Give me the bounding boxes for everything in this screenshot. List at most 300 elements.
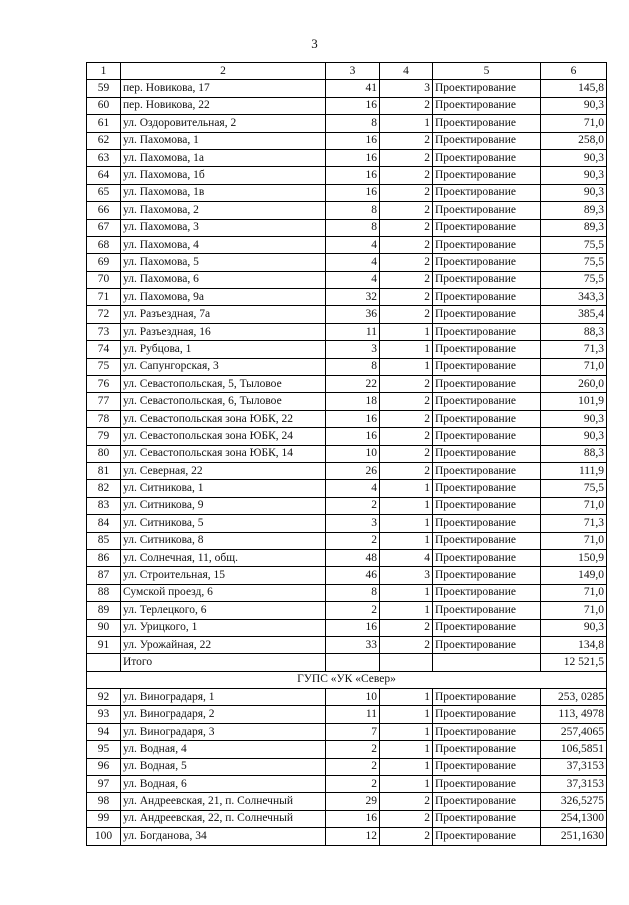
table-row <box>87 393 607 410</box>
table-cell: 63 <box>87 149 121 166</box>
table-cell: 22 <box>326 376 380 393</box>
table-cell: Проектирование <box>433 341 541 358</box>
table-cell: Проектирование <box>433 515 541 532</box>
table-row <box>87 776 607 793</box>
table-cell: 2 <box>326 602 380 619</box>
table-cell: 1 <box>380 689 433 706</box>
table-cell: 71,3 <box>541 341 607 358</box>
table-row <box>87 619 607 636</box>
table-cell: 62 <box>87 132 121 149</box>
table-cell: ул. Ситникова, 9 <box>121 497 326 514</box>
table-row <box>87 549 607 566</box>
table-cell: Проектирование <box>433 306 541 323</box>
table-cell: 326,5275 <box>541 793 607 810</box>
table-cell: ул. Водная, 6 <box>121 776 326 793</box>
table-cell: Проектирование <box>433 149 541 166</box>
table-cell: 66 <box>87 202 121 219</box>
table-cell: 2 <box>326 497 380 514</box>
table-cell: 2 <box>326 776 380 793</box>
table-cell: 41 <box>326 80 380 97</box>
table-cell: 2 <box>380 306 433 323</box>
table-cell: 90,3 <box>541 149 607 166</box>
table-cell: Проектирование <box>433 219 541 236</box>
table-cell: 90,3 <box>541 184 607 201</box>
table-row <box>87 741 607 758</box>
table-cell: ул. Оздоровительная, 2 <box>121 115 326 132</box>
table-cell: ул. Строительная, 15 <box>121 567 326 584</box>
table-cell: 2 <box>380 619 433 636</box>
table-cell: 68 <box>87 236 121 253</box>
table-cell: 90,3 <box>541 619 607 636</box>
table-cell: ул. Разъездная, 16 <box>121 323 326 340</box>
table-cell: 32 <box>326 289 380 306</box>
table-cell: Проектирование <box>433 584 541 601</box>
table-row <box>87 202 607 219</box>
table-cell: 84 <box>87 515 121 532</box>
table-cell: Проектирование <box>433 549 541 566</box>
table-cell: 71,0 <box>541 115 607 132</box>
table-cell: 2 <box>326 758 380 775</box>
table-cell: пер. Новикова, 22 <box>121 97 326 114</box>
table-cell: ул. Пахомова, 4 <box>121 236 326 253</box>
table-cell: Проектирование <box>433 810 541 827</box>
table-cell: 12 <box>326 828 380 845</box>
table-cell: 260,0 <box>541 376 607 393</box>
table-cell: 70 <box>87 271 121 288</box>
table-cell: ул. Урожайная, 22 <box>121 636 326 653</box>
table-cell: 254,1300 <box>541 810 607 827</box>
table-cell: 4 <box>380 63 433 80</box>
table-row <box>87 445 607 462</box>
table-cell: 2 <box>380 810 433 827</box>
table-row <box>87 306 607 323</box>
table-cell: ул. Виноградаря, 1 <box>121 689 326 706</box>
table-cell: 99 <box>87 810 121 827</box>
table-cell: 253, 0285 <box>541 689 607 706</box>
table-cell: ул. Севастопольская зона ЮБК, 24 <box>121 428 326 445</box>
table-cell: 2 <box>326 532 380 549</box>
table-cell: Проектирование <box>433 723 541 740</box>
table-cell: Проектирование <box>433 254 541 271</box>
table-cell: 101,9 <box>541 393 607 410</box>
table-cell: 75 <box>87 358 121 375</box>
table-cell: Проектирование <box>433 271 541 288</box>
table-cell: Проектирование <box>433 497 541 514</box>
table-cell: 89,3 <box>541 219 607 236</box>
table-cell: 71 <box>87 289 121 306</box>
total-label: Итого <box>121 654 326 671</box>
table-cell: 8 <box>326 115 380 132</box>
table-cell <box>433 654 541 671</box>
table-cell: 1 <box>380 706 433 723</box>
table-cell: Проектирование <box>433 167 541 184</box>
table-row <box>87 289 607 306</box>
table-cell: Проектирование <box>433 445 541 462</box>
table-cell: 3 <box>326 515 380 532</box>
table-cell: 106,5851 <box>541 741 607 758</box>
table-cell: 92 <box>87 689 121 706</box>
table-cell: 2 <box>380 97 433 114</box>
table-cell: ул. Пахомова, 1 <box>121 132 326 149</box>
table-row <box>87 793 607 810</box>
table-cell: 111,9 <box>541 462 607 479</box>
table-cell: 86 <box>87 549 121 566</box>
table-cell: 26 <box>326 462 380 479</box>
table-cell: 11 <box>326 323 380 340</box>
table-cell: 4 <box>326 480 380 497</box>
table-cell: 145,8 <box>541 80 607 97</box>
total-row <box>87 654 607 671</box>
table-cell: 1 <box>380 115 433 132</box>
table-row <box>87 497 607 514</box>
table-cell: Проектирование <box>433 358 541 375</box>
table-cell: 4 <box>326 254 380 271</box>
table-cell: 8 <box>326 219 380 236</box>
table-cell: 46 <box>326 567 380 584</box>
table-cell: 100 <box>87 828 121 845</box>
table-cell: 2 <box>380 254 433 271</box>
table-cell: 78 <box>87 410 121 427</box>
table-cell: 2 <box>380 410 433 427</box>
table-cell: Проектирование <box>433 480 541 497</box>
table-row <box>87 462 607 479</box>
table-cell: 88 <box>87 584 121 601</box>
table-cell: Проектирование <box>433 567 541 584</box>
table-cell: ул. Ситникова, 1 <box>121 480 326 497</box>
table-cell: 2 <box>380 445 433 462</box>
table-cell: 8 <box>326 202 380 219</box>
table-cell: Проектирование <box>433 376 541 393</box>
table-cell: 72 <box>87 306 121 323</box>
table-cell: 33 <box>326 636 380 653</box>
table-cell: 87 <box>87 567 121 584</box>
table-cell: ул. Севастопольская, 6, Тыловое <box>121 393 326 410</box>
table-cell: Проектирование <box>433 758 541 775</box>
table-cell: 2 <box>380 202 433 219</box>
table-cell: 2 <box>380 219 433 236</box>
table-cell: 4 <box>380 549 433 566</box>
table-cell: 48 <box>326 549 380 566</box>
page-number: 3 <box>311 36 318 51</box>
table-cell: 16 <box>326 149 380 166</box>
table-cell: 60 <box>87 97 121 114</box>
table-cell: ул. Севастопольская, 5, Тыловое <box>121 376 326 393</box>
table-cell: 113, 4978 <box>541 706 607 723</box>
table-cell: 1 <box>380 584 433 601</box>
table-cell: ул. Разъездная, 7а <box>121 306 326 323</box>
table-cell: 4 <box>326 271 380 288</box>
table-cell: 149,0 <box>541 567 607 584</box>
table-cell: ул. Виноградаря, 3 <box>121 723 326 740</box>
table-cell: Проектирование <box>433 636 541 653</box>
table-cell: 80 <box>87 445 121 462</box>
table-cell: 75,5 <box>541 271 607 288</box>
table-row <box>87 167 607 184</box>
table-cell: 88,3 <box>541 445 607 462</box>
table-cell: ул. Пахомова, 1а <box>121 149 326 166</box>
table-cell: 8 <box>326 358 380 375</box>
table-cell: 90,3 <box>541 428 607 445</box>
table-cell: Проектирование <box>433 602 541 619</box>
table-row <box>87 810 607 827</box>
table-cell: 1 <box>380 358 433 375</box>
table-cell: 18 <box>326 393 380 410</box>
table-cell: ул. Ситникова, 8 <box>121 532 326 549</box>
table-cell: 67 <box>87 219 121 236</box>
table-cell: 1 <box>380 341 433 358</box>
table-cell: 88,3 <box>541 323 607 340</box>
table-cell: 1 <box>380 723 433 740</box>
table-cell: 10 <box>326 445 380 462</box>
table-row <box>87 480 607 497</box>
table-cell: пер. Новикова, 17 <box>121 80 326 97</box>
table-cell: 71,0 <box>541 584 607 601</box>
total-value: 12 521,5 <box>541 654 607 671</box>
table-row <box>87 97 607 114</box>
table-row <box>87 689 607 706</box>
table-cell: Проектирование <box>433 741 541 758</box>
table-cell: 6 <box>541 63 607 80</box>
table-cell: 97 <box>87 776 121 793</box>
table-row <box>87 184 607 201</box>
table-cell: 2 <box>380 289 433 306</box>
table-cell: 8 <box>326 584 380 601</box>
table-cell: ул. Рубцова, 1 <box>121 341 326 358</box>
table-cell: 77 <box>87 393 121 410</box>
table-cell: 83 <box>87 497 121 514</box>
table-cell: 1 <box>87 63 121 80</box>
table-row <box>87 602 607 619</box>
table-cell: 2 <box>326 741 380 758</box>
table-cell: 7 <box>326 723 380 740</box>
table-cell: ул. Северная, 22 <box>121 462 326 479</box>
table-row <box>87 323 607 340</box>
table-cell: ул. Пахомова, 5 <box>121 254 326 271</box>
table-cell: ул. Богданова, 34 <box>121 828 326 845</box>
table-row <box>87 428 607 445</box>
table-cell: 343,3 <box>541 289 607 306</box>
table-cell: 1 <box>380 602 433 619</box>
table-cell <box>87 654 121 671</box>
table-cell: 37,3153 <box>541 758 607 775</box>
table-cell: ул. Солнечная, 11, общ. <box>121 549 326 566</box>
table-cell: ул. Пахомова, 3 <box>121 219 326 236</box>
table-row <box>87 828 607 845</box>
table-cell: 2 <box>380 271 433 288</box>
table-cell: 16 <box>326 184 380 201</box>
table-row <box>87 132 607 149</box>
table-cell: ул. Водная, 5 <box>121 758 326 775</box>
table-cell: 73 <box>87 323 121 340</box>
table-cell: 16 <box>326 810 380 827</box>
table-cell: 71,3 <box>541 515 607 532</box>
table-cell: 65 <box>87 184 121 201</box>
table-row <box>87 723 607 740</box>
table-cell: 3 <box>380 567 433 584</box>
table-cell: 71,0 <box>541 602 607 619</box>
table-cell: 1 <box>380 323 433 340</box>
table-row <box>87 219 607 236</box>
table-cell: 74 <box>87 341 121 358</box>
table-cell: ул. Пахомова, 6 <box>121 271 326 288</box>
table-cell: 16 <box>326 132 380 149</box>
table-cell: Проектирование <box>433 323 541 340</box>
table-cell: 91 <box>87 636 121 653</box>
table-cell: 251,1630 <box>541 828 607 845</box>
table-cell: 2 <box>380 793 433 810</box>
table-cell: ул. Пахомова, 1в <box>121 184 326 201</box>
table-cell: 89 <box>87 602 121 619</box>
table-cell: Проектирование <box>433 793 541 810</box>
table-cell: 1 <box>380 741 433 758</box>
table-row <box>87 706 607 723</box>
table-cell: 90,3 <box>541 97 607 114</box>
table-cell: 2 <box>380 428 433 445</box>
table-cell: Проектирование <box>433 236 541 253</box>
table-cell: Проектирование <box>433 776 541 793</box>
table-cell: 1 <box>380 497 433 514</box>
table-cell <box>326 654 380 671</box>
table-cell: ул. Севастопольская зона ЮБК, 14 <box>121 445 326 462</box>
table-cell: Проектирование <box>433 393 541 410</box>
table-cell: 82 <box>87 480 121 497</box>
table-cell: 76 <box>87 376 121 393</box>
data-table <box>86 62 607 846</box>
table-cell: 4 <box>326 236 380 253</box>
table-cell: 16 <box>326 428 380 445</box>
table-cell: ул. Пахомова, 9а <box>121 289 326 306</box>
table-cell <box>380 654 433 671</box>
table-row <box>87 636 607 653</box>
table-cell: ул. Андреевская, 22, п. Солнечный <box>121 810 326 827</box>
table-cell: ул. Пахомова, 2 <box>121 202 326 219</box>
table-cell: Проектирование <box>433 428 541 445</box>
table-cell: 258,0 <box>541 132 607 149</box>
table-cell: 385,4 <box>541 306 607 323</box>
table-row <box>87 567 607 584</box>
table-cell: 95 <box>87 741 121 758</box>
table-cell: Проектирование <box>433 97 541 114</box>
table-cell: 94 <box>87 723 121 740</box>
table-cell: ул. Севастопольская зона ЮБК, 22 <box>121 410 326 427</box>
table-cell: Проектирование <box>433 462 541 479</box>
table-cell: 37,3153 <box>541 776 607 793</box>
table-cell: 2 <box>380 636 433 653</box>
table-cell: 2 <box>380 184 433 201</box>
table-cell: 16 <box>326 410 380 427</box>
table-cell: 75,5 <box>541 480 607 497</box>
table-cell: 2 <box>380 828 433 845</box>
table-cell: 1 <box>380 532 433 549</box>
table-cell: 2 <box>380 462 433 479</box>
table-row <box>87 115 607 132</box>
table-cell: ул. Сапунгорская, 3 <box>121 358 326 375</box>
table-cell: 11 <box>326 706 380 723</box>
table-cell: 1 <box>380 480 433 497</box>
table-cell: 3 <box>326 63 380 80</box>
table-cell: 150,9 <box>541 549 607 566</box>
table-cell: 71,0 <box>541 358 607 375</box>
table-cell: 71,0 <box>541 497 607 514</box>
table-cell: 75,5 <box>541 236 607 253</box>
table-cell: Проектирование <box>433 619 541 636</box>
table-cell: 61 <box>87 115 121 132</box>
table-cell: Проектирование <box>433 184 541 201</box>
table-cell: 16 <box>326 167 380 184</box>
table-cell: 59 <box>87 80 121 97</box>
table-cell: ул. Андреевская, 21, п. Солнечный <box>121 793 326 810</box>
table-row <box>87 149 607 166</box>
table-row <box>87 80 607 97</box>
table-cell: 64 <box>87 167 121 184</box>
table-cell: 3 <box>326 341 380 358</box>
table-row <box>87 515 607 532</box>
table-row <box>87 532 607 549</box>
table-cell: 2 <box>380 393 433 410</box>
table-cell: Проектирование <box>433 132 541 149</box>
table-cell: 90,3 <box>541 167 607 184</box>
section-title: ГУПС «УК «Север» <box>87 671 607 688</box>
table-cell: Проектирование <box>433 115 541 132</box>
table-cell: 2 <box>380 376 433 393</box>
table-cell: ул. Водная, 4 <box>121 741 326 758</box>
table-cell: 2 <box>380 236 433 253</box>
table-cell: Проектирование <box>433 689 541 706</box>
table-cell: ул. Ситникова, 5 <box>121 515 326 532</box>
table-cell: Сумской проезд, 6 <box>121 584 326 601</box>
table-row <box>87 341 607 358</box>
table-row <box>87 254 607 271</box>
section-row <box>87 671 607 688</box>
table-row <box>87 358 607 375</box>
table-cell: 85 <box>87 532 121 549</box>
table-cell: 1 <box>380 515 433 532</box>
table-cell: 16 <box>326 97 380 114</box>
table-cell: 90 <box>87 619 121 636</box>
table-cell: Проектирование <box>433 289 541 306</box>
table-cell: ул. Урицкого, 1 <box>121 619 326 636</box>
table-cell: 93 <box>87 706 121 723</box>
table-cell: 90,3 <box>541 410 607 427</box>
table-cell: 257,4065 <box>541 723 607 740</box>
table-cell: 36 <box>326 306 380 323</box>
table-cell: ул. Терлецкого, 6 <box>121 602 326 619</box>
table-header-row <box>87 63 607 80</box>
table-cell: 2 <box>380 149 433 166</box>
table-cell: 3 <box>380 80 433 97</box>
table-cell: Проектирование <box>433 410 541 427</box>
table-row <box>87 584 607 601</box>
table-cell: 71,0 <box>541 532 607 549</box>
table-row <box>87 236 607 253</box>
table-cell: Проектирование <box>433 80 541 97</box>
table-cell: 96 <box>87 758 121 775</box>
table-cell: Проектирование <box>433 828 541 845</box>
table-row <box>87 271 607 288</box>
table-row <box>87 376 607 393</box>
table-cell: 98 <box>87 793 121 810</box>
table-cell: 1 <box>380 776 433 793</box>
table-cell: 10 <box>326 689 380 706</box>
table-cell: 79 <box>87 428 121 445</box>
table-cell: Проектирование <box>433 202 541 219</box>
table-cell: 29 <box>326 793 380 810</box>
table-cell: 2 <box>380 167 433 184</box>
table-row <box>87 410 607 427</box>
table-cell: Проектирование <box>433 532 541 549</box>
table-cell: ул. Пахомова, 1б <box>121 167 326 184</box>
table-cell: 89,3 <box>541 202 607 219</box>
